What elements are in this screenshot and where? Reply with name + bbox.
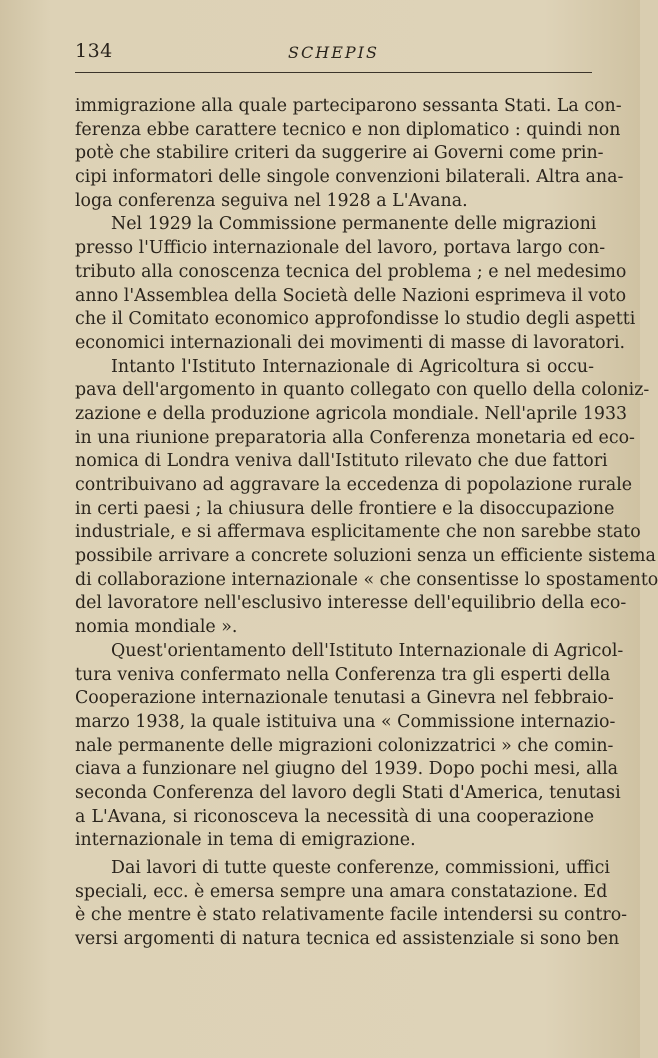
paragraph bbox=[75, 95, 624, 213]
paragraph bbox=[75, 857, 628, 952]
text-line: immigrazione alla quale parteciparono sessanta Stati. La con- bbox=[75, 96, 622, 116]
text-line: zazione e della produzione agricola mondiale. Nell'aprile 1933 bbox=[75, 403, 628, 424]
running-title: SCHEPIS bbox=[288, 43, 379, 62]
page-header bbox=[75, 38, 592, 73]
text-line: presso l'Ufficio internazionale del lavoro, portava largo con- bbox=[75, 238, 606, 259]
text-line: di collaborazione internazionale « che consentisse lo spostamento bbox=[75, 569, 658, 590]
text-line: Cooperazione internazionale tenutasi a Ginevra nel febbraio- bbox=[75, 688, 614, 709]
text-line: nomica di Londra veniva dall'Istituto rilevato che due fattori bbox=[75, 451, 608, 472]
text-line: in certi paesi ; la chiusura delle frontiere e la disoccupazione bbox=[75, 498, 615, 519]
page-body bbox=[75, 95, 658, 952]
text-line: del lavoratore nell'esclusivo interesse dell'equilibrio della eco- bbox=[75, 593, 627, 614]
text-line: loga conferenza seguiva nel 1928 a L'Avana. bbox=[75, 190, 468, 211]
text-line: Quest'orientamento dell'Istituto Internazionale di Agricol- bbox=[111, 640, 624, 661]
text-line: economici internazionali dei movimenti di masse di lavoratori. bbox=[75, 332, 626, 353]
text-line: anno l'Assemblea della Società delle Nazioni esprimeva il voto bbox=[75, 285, 627, 306]
text-line: tura veniva confermato nella Conferenza tra gli esperti della bbox=[75, 664, 611, 685]
text-line: internazionale in tema di emigrazione. bbox=[75, 830, 416, 851]
paragraph bbox=[75, 356, 658, 640]
text-line: pava dell'argomento in quanto collegato con quello della coloniz- bbox=[75, 380, 650, 401]
text-line: Dai lavori di tutte queste conferenze, commissioni, uffici bbox=[111, 858, 610, 878]
text-line: tributo alla conoscenza tecnica del problema ; e nel medesimo bbox=[75, 261, 627, 282]
text-line: a L'Avana, si riconosceva la necessità di una cooperazione bbox=[75, 806, 594, 827]
text-line: ciava a funzionare nel giugno del 1939. Dopo pochi mesi, alla bbox=[75, 759, 619, 780]
paragraph bbox=[75, 640, 624, 853]
paragraph bbox=[75, 213, 636, 355]
text-line: contribuivano ad aggravare la eccedenza di popolazione rurale bbox=[75, 475, 633, 495]
text-line: Intanto l'Istituto Internazionale di Agricoltura si occu- bbox=[111, 356, 594, 377]
text-line: è che mentre è stato relativamente facile intendersi su contro- bbox=[75, 905, 628, 926]
text-line: che il Comitato economico approfondisse lo studio degli aspetti bbox=[75, 309, 636, 330]
text-line: in una riunione preparatoria alla Conferenza monetaria ed eco- bbox=[75, 427, 635, 448]
text-line: industriale, e si affermava esplicitamente che non sarebbe stato bbox=[75, 522, 641, 543]
page-number: 134 bbox=[75, 40, 113, 62]
text-line: potè che stabilire criteri da suggerire ai Governi come prin- bbox=[75, 143, 604, 164]
text-line: speciali, ecc. è emersa sempre una amara constatazione. Ed bbox=[75, 881, 608, 902]
text-line: nomia mondiale ». bbox=[75, 617, 238, 638]
text-line: marzo 1938, la quale istituiva una « Commissione internazio- bbox=[75, 711, 616, 732]
text-line: nale permanente delle migrazioni colonizzatrici » che comin- bbox=[75, 735, 614, 756]
text-line: possibile arrivare a concrete soluzioni senza un efficiente sistema bbox=[75, 546, 656, 567]
text-line: cipi informatori delle singole convenzioni bilaterali. Altra ana- bbox=[75, 167, 624, 188]
text-line: versi argomenti di natura tecnica ed assistenziale si sono ben bbox=[75, 929, 620, 950]
text-line: seconda Conferenza del lavoro degli Stati d'America, tenutasi bbox=[75, 782, 621, 803]
text-line: Nel 1929 la Commissione permanente delle migrazioni bbox=[111, 214, 597, 235]
text-line: ferenza ebbe carattere tecnico e non diplomatico : quindi non bbox=[75, 119, 621, 140]
